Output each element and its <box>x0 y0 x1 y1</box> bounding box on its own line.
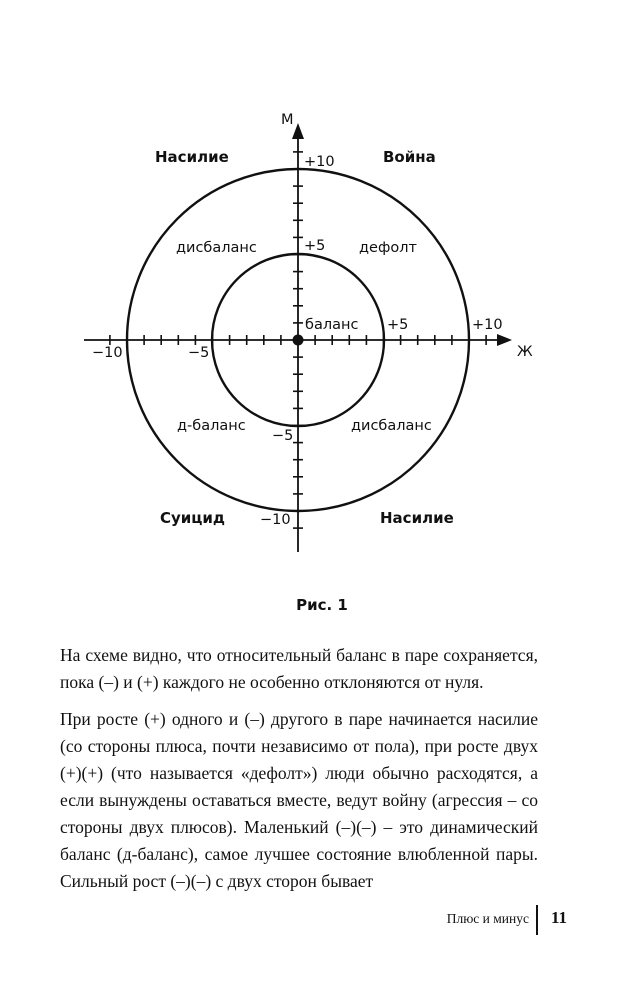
region-label-imbalance-top: дисбаланс <box>176 240 257 256</box>
tick-label-y-pos-5: +5 <box>304 238 326 254</box>
tick-label-x-neg-5: −5 <box>188 345 210 361</box>
tick-label-y-neg-5: −5 <box>272 428 294 444</box>
tick-label-x-pos-5: +5 <box>387 317 409 333</box>
running-title: Плюс и минус <box>446 911 529 926</box>
paragraph: При росте (+) одного и (–) другого в паре начинается насилие (со стороны плюса, почти независимо от пола), при росте двух (+)(+) (что называется «дефолт») люди обычно расходятся, а если вынуждены оставаться вместе, ведут войну (агрессия – со стороны двух плюсов). Маленький (–)(–) – это динамический баланс (д-баланс), самое лучшее состояние влюбленной пары. Сильный рост (–)(–) с двух сторон бывает <box>60 709 538 891</box>
tick-label-x-pos-10: +10 <box>472 317 503 333</box>
tick-label-y-pos-10: +10 <box>304 154 335 170</box>
paragraph: На схеме видно, что относительный баланс в паре сохраняется, пока (–) и (+) каждого не особенно отклоняются от нуля. <box>60 645 538 692</box>
region-label-war: Война <box>383 148 436 166</box>
figure-caption: Рис. 1 <box>296 596 348 614</box>
origin-dot <box>293 335 304 346</box>
page-footer <box>0 905 644 937</box>
region-label-violence-top: Насилие <box>155 148 229 166</box>
body-text <box>60 642 538 905</box>
region-label-default: дефолт <box>359 240 417 256</box>
x-axis-label: Ж <box>517 344 533 360</box>
y-axis-arrow <box>292 123 304 139</box>
tick-label-x-neg-10: −10 <box>92 345 123 361</box>
region-label-violence-bottom: Насилие <box>380 509 454 527</box>
region-label-imbalance-bottom: дисбаланс <box>351 418 432 434</box>
tick-label-y-neg-10: −10 <box>260 512 291 528</box>
region-label-balance: баланс <box>305 317 359 333</box>
region-label-suicide: Суицид <box>160 509 226 527</box>
region-label-d-balance: д-баланс <box>177 418 246 434</box>
y-axis-label: М <box>281 112 294 128</box>
x-axis-arrow <box>497 334 512 346</box>
footer-divider <box>536 905 538 935</box>
page-number: 11 <box>551 908 568 927</box>
